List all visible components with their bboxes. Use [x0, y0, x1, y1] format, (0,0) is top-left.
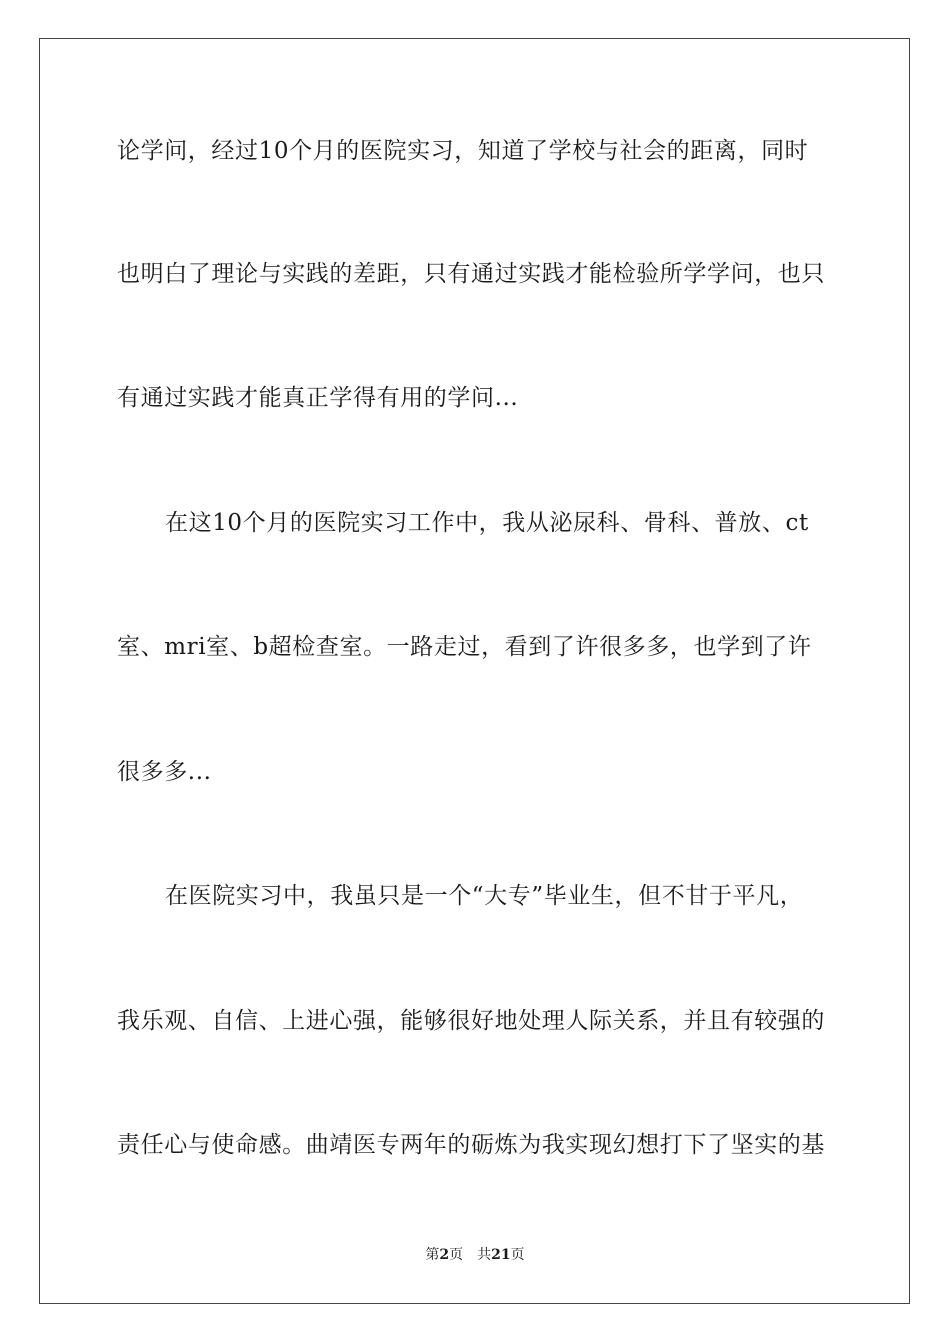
paragraph-line-3: 有通过实践才能真正学得有用的学问...: [117, 385, 519, 411]
page-footer: [0, 1246, 950, 1264]
paragraph-line-6: 很多多...: [117, 759, 212, 785]
paragraph-line-4: 在这10个月的医院实习工作中，我从泌尿科、骨科、普放、ct: [165, 510, 809, 536]
paragraph-line-9: 责任心与使命感。曲靖医专两年的砺炼为我实现幻想打下了坚实的基: [117, 1132, 825, 1158]
page-number: 2: [439, 1247, 450, 1263]
paragraph-line-1: 论学问，经过10个月的医院实习，知道了学校与社会的距离，同时: [117, 138, 809, 164]
page-border: [39, 38, 910, 1304]
total-label-prefix: 共: [477, 1247, 492, 1263]
page-label-prefix: 第: [425, 1247, 440, 1263]
paragraph-line-5: 室、mri室、b超检查室。一路走过，看到了许很多多，也学到了许: [117, 634, 812, 660]
page-label-suffix: 页: [449, 1247, 464, 1263]
total-pages: 21: [491, 1247, 511, 1263]
total-label-suffix: 页: [510, 1247, 525, 1263]
paragraph-line-2: 也明白了理论与实践的差距，只有通过实践才能检验所学学问，也只: [117, 261, 825, 287]
paragraph-line-8: 我乐观、自信、上进心强，能够很好地处理人际关系，并且有较强的: [117, 1008, 825, 1034]
paragraph-line-7: 在医院实习中，我虽只是一个“大专”毕业生，但不甘于平凡，: [165, 883, 804, 909]
